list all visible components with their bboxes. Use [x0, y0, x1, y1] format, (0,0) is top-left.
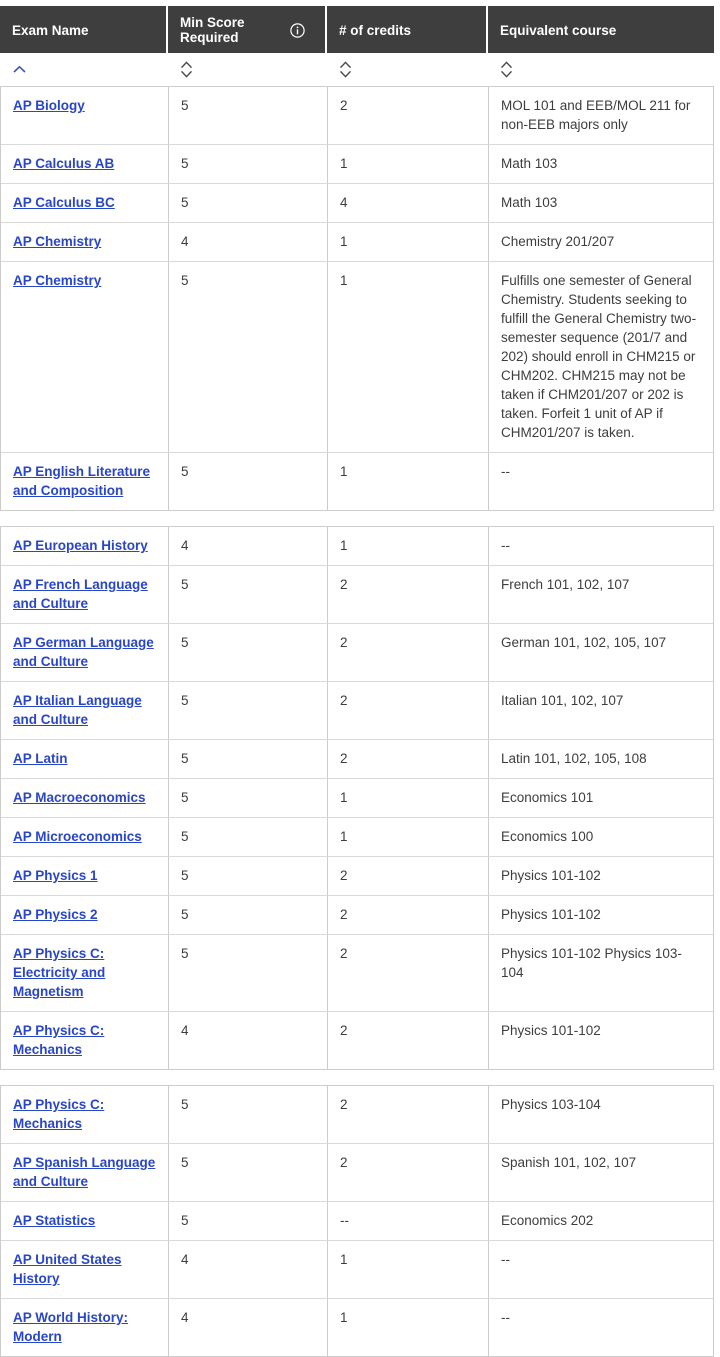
exam-name-cell — [1, 184, 169, 222]
table-row — [1, 739, 713, 778]
exam-link[interactable]: AP Calculus AB — [13, 156, 115, 171]
equivalent-course-cell: -- — [501, 1252, 510, 1267]
table-segment — [0, 526, 714, 1070]
equivalent-course-cell: Spanish 101, 102, 107 — [501, 1155, 637, 1170]
exam-link[interactable]: AP Chemistry — [13, 273, 102, 288]
credits-cell: 1 — [328, 527, 489, 565]
exam-name-cell — [1, 896, 169, 934]
credits-cell: 1 — [328, 1299, 489, 1356]
equivalent-course-cell: -- — [501, 538, 510, 553]
exam-name-cell — [1, 87, 169, 144]
credits-cell: 1 — [328, 223, 489, 261]
exam-name-cell — [1, 223, 169, 261]
equivalent-course-cell: Italian 101, 102, 107 — [501, 693, 624, 708]
min-score-cell: 5 — [169, 818, 328, 856]
table-segment — [0, 1085, 714, 1357]
exam-link[interactable]: AP Physics C: Mechanics — [13, 1097, 105, 1131]
min-score-cell: 5 — [169, 1086, 328, 1143]
header-cell-exam-name[interactable] — [0, 6, 168, 53]
table-row — [1, 934, 713, 1011]
exam-link[interactable]: AP French Language and Culture — [13, 577, 148, 611]
header-label-credits: # of credits — [339, 22, 412, 38]
sort-toggle-icon[interactable] — [339, 61, 352, 78]
exam-link[interactable]: AP Physics C: Mechanics — [13, 1023, 105, 1057]
sort-cell-equivalent-course — [488, 53, 714, 86]
exam-link[interactable]: AP World History: Modern — [13, 1310, 129, 1344]
table-row — [1, 778, 713, 817]
credits-cell: 1 — [328, 818, 489, 856]
credits-cell: 2 — [328, 682, 489, 739]
sort-cell-min-score — [168, 53, 327, 86]
sort-row — [0, 53, 714, 87]
exam-name-cell — [1, 624, 169, 681]
exam-name-cell — [1, 566, 169, 623]
exam-link[interactable]: AP Latin — [13, 751, 68, 766]
exam-link[interactable]: AP Biology — [13, 98, 85, 113]
exam-name-cell — [1, 527, 169, 565]
sort-ascending-icon[interactable] — [12, 65, 27, 74]
credits-cell: 2 — [328, 1086, 489, 1143]
credits-cell: -- — [328, 1202, 489, 1240]
header-label-min-score: Min Score Required — [180, 15, 245, 45]
min-score-cell: 4 — [169, 1241, 328, 1298]
exam-link[interactable]: AP European History — [13, 538, 148, 553]
min-score-cell: 5 — [169, 453, 328, 510]
table-row — [1, 87, 713, 144]
table-row — [1, 1086, 713, 1143]
min-score-cell: 5 — [169, 740, 328, 778]
exam-name-cell — [1, 1241, 169, 1298]
exam-name-cell — [1, 1299, 169, 1356]
table-row — [1, 452, 713, 510]
credits-cell: 1 — [328, 145, 489, 183]
min-score-cell: 5 — [169, 1202, 328, 1240]
min-score-cell: 5 — [169, 1144, 328, 1201]
table-header-row — [0, 6, 714, 53]
exam-name-cell — [1, 682, 169, 739]
credits-cell: 2 — [328, 624, 489, 681]
equivalent-course-cell: -- — [501, 1310, 510, 1325]
table-row — [1, 261, 713, 452]
equivalent-course-cell: Economics 101 — [501, 790, 594, 805]
sort-toggle-icon[interactable] — [180, 61, 193, 78]
credits-cell: 2 — [328, 87, 489, 144]
equivalent-course-cell: Math 103 — [501, 156, 558, 171]
table-segment — [0, 87, 714, 511]
exam-link[interactable]: AP Statistics — [13, 1213, 96, 1228]
exam-link[interactable]: AP Physics 2 — [13, 907, 98, 922]
info-icon[interactable] — [290, 23, 305, 38]
min-score-cell: 4 — [169, 1299, 328, 1356]
credits-cell: 1 — [328, 453, 489, 510]
credits-cell: 1 — [328, 262, 489, 452]
exam-name-cell — [1, 1202, 169, 1240]
exam-link[interactable]: AP Physics C: Electricity and Magnetism — [13, 946, 106, 999]
equivalent-course-cell: Chemistry 201/207 — [501, 234, 615, 249]
header-cell-min-score[interactable] — [168, 6, 327, 53]
header-cell-equivalent-course[interactable] — [488, 6, 714, 53]
credits-cell: 2 — [328, 857, 489, 895]
header-label-exam-name: Exam Name — [12, 22, 89, 38]
equivalent-course-cell: Economics 202 — [501, 1213, 594, 1228]
exam-name-cell — [1, 818, 169, 856]
table-row — [1, 895, 713, 934]
equivalent-course-cell: Physics 101-102 — [501, 907, 601, 922]
header-label-equivalent-course: Equivalent course — [500, 22, 617, 38]
sort-toggle-icon[interactable] — [500, 61, 513, 78]
credits-cell: 1 — [328, 1241, 489, 1298]
equivalent-course-cell: German 101, 102, 105, 107 — [501, 635, 667, 650]
equivalent-course-cell: Latin 101, 102, 105, 108 — [501, 751, 647, 766]
equivalent-course-cell: -- — [501, 464, 510, 479]
exam-name-cell — [1, 1012, 169, 1069]
exam-name-cell — [1, 262, 169, 452]
exam-link[interactable]: AP German Language and Culture — [13, 635, 154, 669]
exam-name-cell — [1, 740, 169, 778]
table-row — [1, 1201, 713, 1240]
equivalent-course-cell: French 101, 102, 107 — [501, 577, 630, 592]
credits-cell: 2 — [328, 1144, 489, 1201]
exam-link[interactable]: AP Chemistry — [13, 234, 102, 249]
table-row — [1, 681, 713, 739]
table-row — [1, 817, 713, 856]
min-score-cell: 5 — [169, 857, 328, 895]
credits-cell: 2 — [328, 896, 489, 934]
min-score-cell: 5 — [169, 935, 328, 1011]
table-row — [1, 1240, 713, 1298]
exam-name-cell — [1, 453, 169, 510]
min-score-cell: 5 — [169, 184, 328, 222]
min-score-cell: 5 — [169, 145, 328, 183]
equivalent-course-cell: Physics 103-104 — [501, 1097, 601, 1112]
sort-cell-exam-name — [0, 53, 168, 86]
ap-credit-table — [0, 6, 714, 1357]
table-row — [1, 1298, 713, 1356]
table-row — [1, 144, 713, 183]
equivalent-course-cell: Physics 101-102 — [501, 1023, 601, 1038]
table-row — [1, 527, 713, 565]
exam-link[interactable]: AP United States History — [13, 1252, 122, 1286]
table-row — [1, 183, 713, 222]
equivalent-course-cell: Math 103 — [501, 195, 558, 210]
exam-link[interactable]: AP Macroeconomics — [13, 790, 146, 805]
min-score-cell: 5 — [169, 262, 328, 452]
exam-link[interactable]: AP Calculus BC — [13, 195, 115, 210]
credits-cell: 2 — [328, 1012, 489, 1069]
credits-cell: 2 — [328, 935, 489, 1011]
header-cell-credits[interactable] — [327, 6, 488, 53]
exam-name-cell — [1, 145, 169, 183]
equivalent-course-cell: Economics 100 — [501, 829, 594, 844]
table-row — [1, 623, 713, 681]
min-score-cell: 5 — [169, 779, 328, 817]
min-score-cell: 5 — [169, 624, 328, 681]
exam-name-cell — [1, 779, 169, 817]
table-body — [0, 87, 714, 1357]
equivalent-course-cell: Fulfills one semester of General Chemistry. Students seeking to fulfill the General Chemistry two-semester sequence (201/7 and 202) should enroll in CHM215 or CHM202. CHM215 may not be taken if CHM201/207 or 202 is taken. Forfeit 1 unit of AP if CHM201/207 is taken. — [501, 273, 697, 440]
equivalent-course-cell: MOL 101 and EEB/MOL 211 for non-EEB majors only — [501, 98, 691, 132]
min-score-cell: 5 — [169, 87, 328, 144]
exam-name-cell — [1, 1086, 169, 1143]
credits-cell: 1 — [328, 779, 489, 817]
table-row — [1, 222, 713, 261]
exam-name-cell — [1, 935, 169, 1011]
table-row — [1, 1143, 713, 1201]
sort-cell-credits — [327, 53, 488, 86]
min-score-cell: 4 — [169, 223, 328, 261]
table-row — [1, 565, 713, 623]
equivalent-course-cell: Physics 101-102 — [501, 868, 601, 883]
exam-link[interactable]: AP Microeconomics — [13, 829, 142, 844]
exam-link[interactable]: AP Physics 1 — [13, 868, 98, 883]
exam-link[interactable]: AP Italian Language and Culture — [13, 693, 142, 727]
exam-name-cell — [1, 1144, 169, 1201]
exam-link[interactable]: AP English Literature and Composition — [13, 464, 151, 498]
credits-cell: 4 — [328, 184, 489, 222]
exam-name-cell — [1, 857, 169, 895]
min-score-cell: 5 — [169, 682, 328, 739]
exam-link[interactable]: AP Spanish Language and Culture — [13, 1155, 156, 1189]
equivalent-course-cell: Physics 101-102 Physics 103-104 — [501, 946, 682, 980]
table-row — [1, 856, 713, 895]
min-score-cell: 5 — [169, 896, 328, 934]
min-score-cell: 4 — [169, 1012, 328, 1069]
table-row — [1, 1011, 713, 1069]
credits-cell: 2 — [328, 740, 489, 778]
min-score-cell: 4 — [169, 527, 328, 565]
min-score-cell: 5 — [169, 566, 328, 623]
credits-cell: 2 — [328, 566, 489, 623]
